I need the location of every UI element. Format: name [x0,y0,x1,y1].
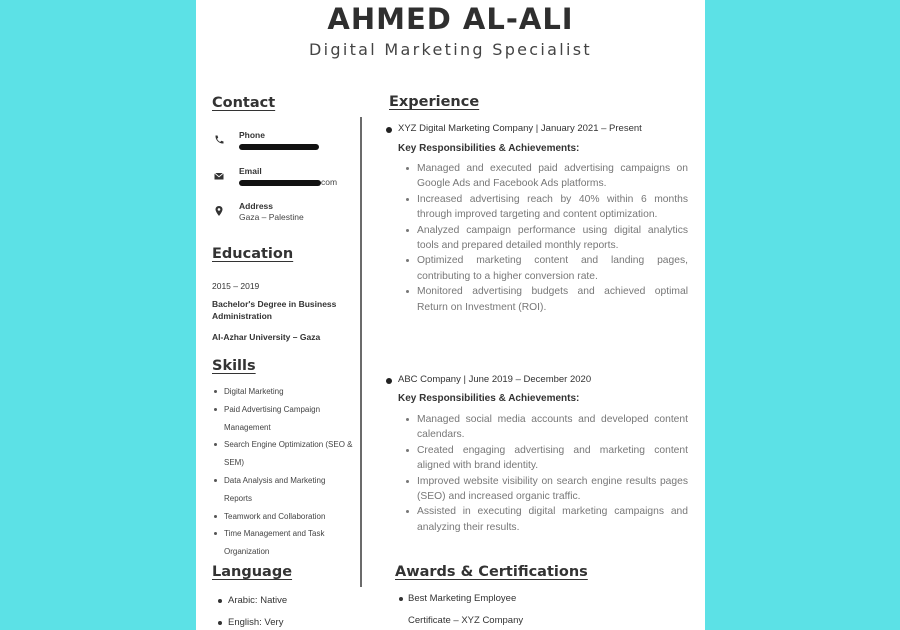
resume-page [196,0,705,630]
experience-heading: Experience [389,94,480,110]
award-detail: Certificate – XYZ Company [408,615,524,626]
language-item: Arabic: Native [218,590,287,612]
column-divider [360,117,362,587]
phone-label: Phone [239,130,265,140]
job-2-bullet: Managed social media accounts and developed content calendars. [404,412,688,443]
job-1-bullets [404,161,688,315]
award-title: Best Marketing Employee [398,588,523,610]
skill-item: Teamwork and Collaboration [212,508,354,526]
job-2-bullets [404,412,688,535]
job-2-header: ABC Company | June 2019 – December 2020 [398,374,592,385]
candidate-name: AHMED AL-ALI [327,2,574,36]
job-2-bullet: Assisted in executing digital marketing campaigns and analyzing their results. [404,504,688,535]
job-1-bullet: Monitored advertising budgets and achieved optimal Return on Investment (ROI). [404,284,688,315]
job-bullet [386,378,392,384]
job-1-bullet: Managed and executed paid advertising campaigns on Google Ads and Facebook Ads platforms. [404,161,688,192]
awards-list [398,588,523,630]
envelope-icon [213,170,225,182]
email-label: Email [239,166,262,176]
job-1-bullet: Optimized marketing content and landing pages, contributing to a higher conversion rate. [404,253,688,284]
skills-list [212,383,354,561]
skill-item: Time Management and Task Organization [212,525,354,561]
skill-item: Data Analysis and Marketing Reports [212,472,354,508]
address-label: Address [239,201,274,211]
job-1-bullet: Analyzed campaign performance using digital analytics tools and prepared detailed monthly reports. [404,223,688,254]
email-suffix: com [321,177,338,187]
awards-heading: Awards & Certifications [395,564,588,580]
job-2-subheading: Key Responsibilities & Achievements: [398,393,580,404]
email-value [239,177,337,187]
phone-icon [213,134,225,146]
job-1-bullet: Increased advertising reach by 40% within 6 months through improved targeting and content optimization. [404,192,688,223]
skills-heading: Skills [212,358,256,374]
language-heading: Language [212,564,293,580]
contact-heading: Contact [212,95,276,111]
language-item: English: Very [218,612,287,630]
skill-item: Search Engine Optimization (SEO & SEM) [212,436,354,472]
location-pin-icon [213,205,225,217]
job-bullet [386,127,392,133]
education-years: 2015 – 2019 [212,281,260,291]
phone-redacted [239,141,319,151]
address-value: Gaza – Palestine [239,212,304,222]
education-degree: Bachelor's Degree in Business Administration [212,299,337,321]
education-heading: Education [212,246,294,262]
job-1-subheading: Key Responsibilities & Achievements: [398,143,580,154]
education-school: Al-Azhar University – Gaza [212,332,321,342]
job-2-bullet: Created engaging advertising and marketing content aligned with brand identity. [404,443,688,474]
skill-item: Digital Marketing [212,383,354,401]
language-list [218,590,287,630]
skill-item: Paid Advertising Campaign Management [212,401,354,437]
job-2-bullet: Improved website visibility on search engine results pages (SEO) and increased organic traffic. [404,474,688,505]
job-title: Digital Marketing Specialist [309,40,592,59]
job-1-header: XYZ Digital Marketing Company | January 2021 – Present [398,123,642,134]
